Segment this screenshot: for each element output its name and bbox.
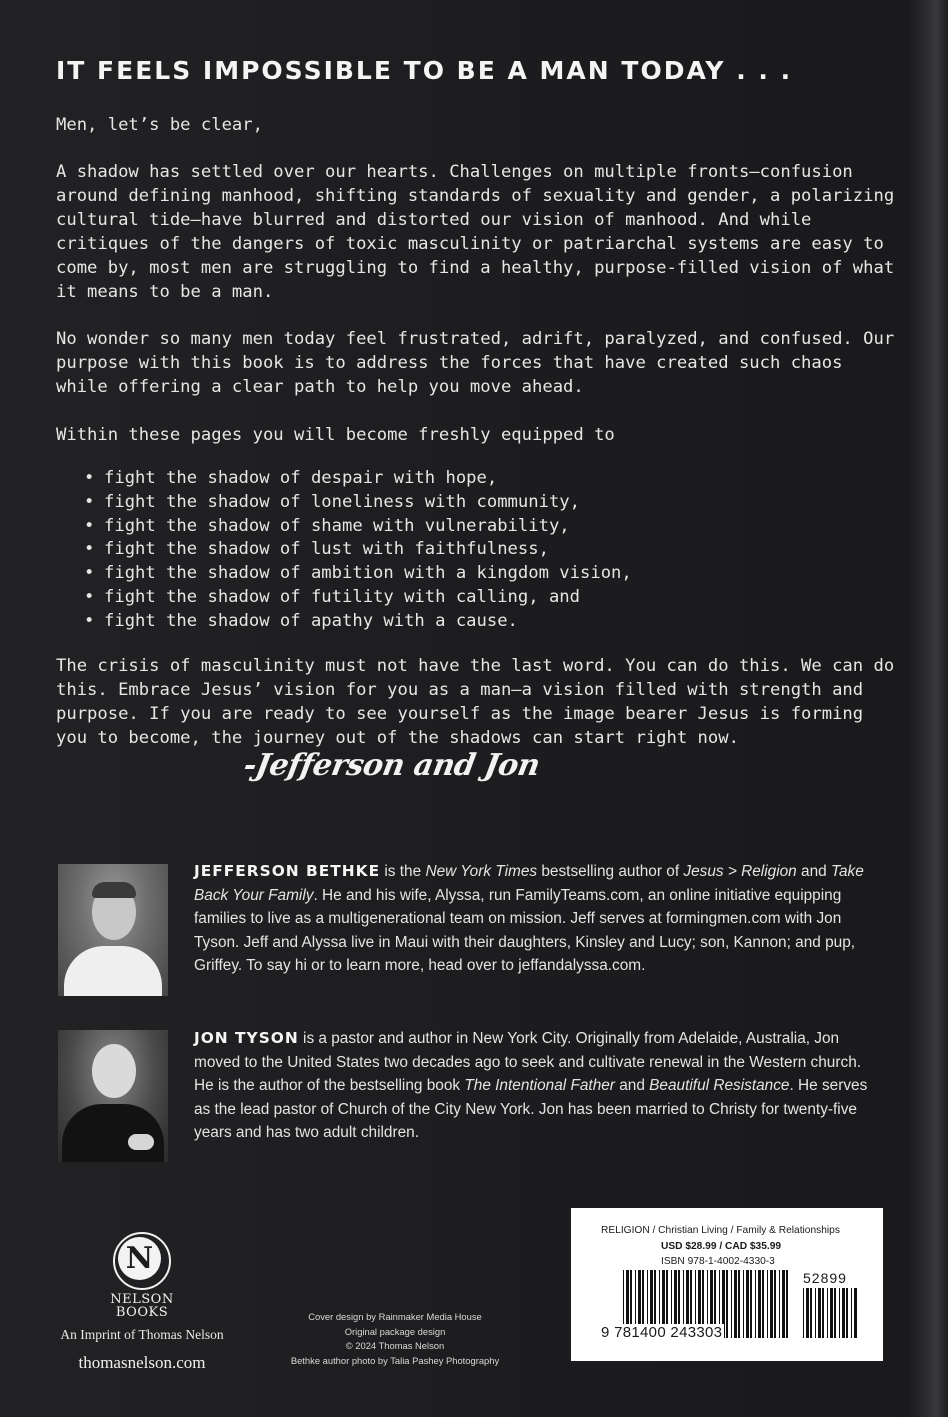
credit-line: Original package design: [344, 1325, 446, 1337]
bullet-item: • fight the shadow of lust with faithfulness,: [84, 539, 549, 560]
bullet-item: • fight the shadow of shame with vulnerability,: [84, 515, 570, 536]
spine-edge: [908, 0, 948, 1417]
bullet-list: [84, 467, 884, 634]
nelson-logo-icon: N: [113, 1232, 171, 1290]
author-photo-tyson: [58, 1030, 168, 1162]
publisher-imprint: An Imprint of Thomas Nelson: [60, 1327, 224, 1342]
design-credits: [270, 1310, 520, 1368]
credit-line: Bethke author photo by Talia Pashey Photography: [290, 1354, 500, 1366]
paragraph-equipped: Within these pages you will become freshly equipped to: [56, 425, 615, 445]
price-addon-number: 52899: [803, 1270, 847, 1286]
addon-barcode-icon: [803, 1288, 857, 1338]
publisher-website: thomasnelson.com: [78, 1353, 206, 1372]
author-bio-bethke: JEFFERSON BETHKE is the New York Times bestselling author of Jesus > Religion and Take Back Your Family. He and his wife, Alyssa, run FamilyTeams.com, an online initiative equipping families to live as a multigenerational team on mission. Jeff serves at formingmen.com with Jon Tyson. Jeff and Alyssa live in Maui with their daughters, Kinsley and Lucy; son, Kannon; and pup, Griffey. To say hi or to learn more, head over to jeffandalyssa.com.: [194, 862, 864, 974]
bullet-item: • fight the shadow of ambition with a kingdom vision,: [84, 563, 632, 584]
credit-line: Cover design by Rainmaker Media House: [308, 1311, 482, 1322]
greeting: Men, let’s be clear,: [56, 115, 263, 135]
bullet-item: • fight the shadow of despair with hope,: [84, 468, 498, 488]
isbn-label: ISBN 978-1-4002-4330-3: [661, 1256, 775, 1267]
credit-line: © 2024 Thomas Nelson: [345, 1340, 445, 1352]
bullet-item: • fight the shadow of futility with calling, and: [84, 586, 580, 607]
paragraph-crisis: The crisis of masculinity must not have the last word. You can do this. We can do this. Embrace Jesus’ vision for you as a man—a vision filled with strength and purpose. If you are ready to see yourself as the image bearer Jesus is forming you to become, the journey out of the shadows can start right now.: [56, 656, 895, 748]
publisher-block: [52, 1232, 232, 1373]
headline: IT FEELS IMPOSSIBLE TO BE A MAN TODAY . . .: [56, 56, 793, 85]
author-photo-bethke: [58, 864, 168, 996]
paragraph-purpose: No wonder so many men today feel frustrated, adrift, paralyzed, and confused. Our purpose with this book is to address the forces that have created such chaos while offering a clear path to help you move ahead.: [56, 329, 895, 397]
barcode-number: 9 781400 243303: [601, 1324, 723, 1341]
publisher-brand: NELSON BOOKS: [110, 1292, 174, 1320]
bullet-item: • fight the shadow of apathy with a cause.: [84, 610, 518, 631]
handwritten-signature: -Jefferson and Jon: [240, 748, 543, 783]
author-bio-tyson: JON TYSON is a pastor and author in New York City. Originally from Adelaide, Australia, Jon moved to the United States two decades ago to seek and cultivate renewal in the Western church. He is the author of the bestselling book The Intentional Father and Beautiful Resistance. He serves as the lead pastor of Church of the City New York. Jon has been married to Christy for twenty-five years and has two adult children.: [194, 1029, 868, 1141]
category-label: RELIGION / Christian Living / Family & Relationships: [601, 1225, 840, 1236]
barcode-label: [571, 1208, 883, 1361]
bullet-item: • fight the shadow of loneliness with community,: [84, 491, 580, 512]
price-label: USD $28.99 / CAD $35.99: [661, 1241, 782, 1252]
paragraph-shadow: A shadow has settled over our hearts. Challenges on multiple fronts—confusion around defining manhood, shifting standards of sexuality and gender, a polarizing cultural tide—have blurred and distorted our vision of manhood. And while critiques of the dangers of toxic masculinity or patriarchal systems are easy to come by, most men are struggling to find a healthy, purpose-filled vision of what it means to be a man.: [56, 162, 895, 302]
